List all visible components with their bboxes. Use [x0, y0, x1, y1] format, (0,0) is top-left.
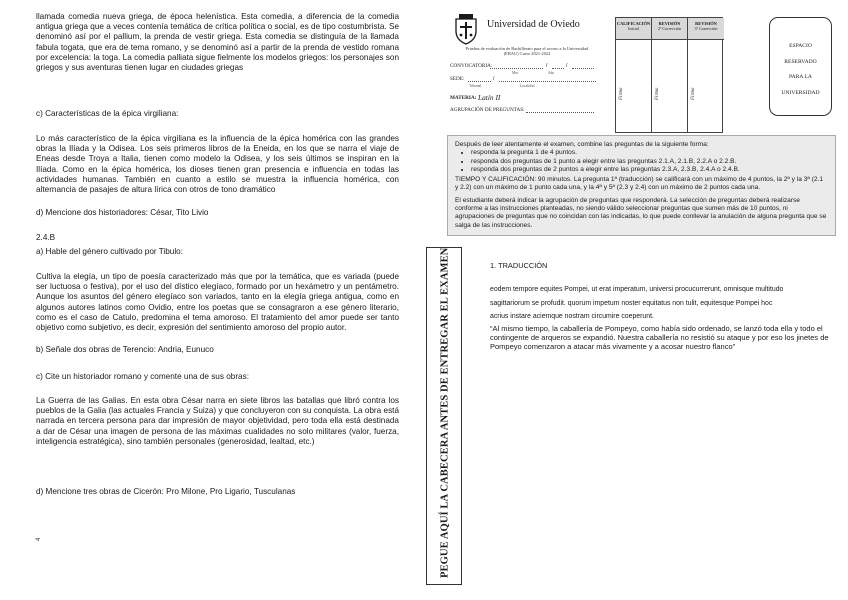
materia-value: Latín II — [478, 93, 501, 102]
paste-header-strip — [426, 247, 462, 585]
latin-line-2: sagittariorum se profudit. quorum impetum noster equitatus non tulit, equitesque Pompei hoc — [490, 300, 773, 307]
firma-label: Firma — [655, 87, 660, 100]
latin-line-3: acrius instare aciemque nostram circumire coeperunt. — [490, 313, 654, 320]
convocatoria-day-field[interactable] — [490, 68, 543, 69]
question-d-ciceron: d) Mencione tres obras de Cicerón: Pro Milone, Pro Ligario, Tusculanas — [36, 487, 296, 496]
university-name: Universidad de Oviedo — [487, 19, 580, 30]
grade-column-review-3[interactable]: REVISIÓN 3ª Corrección Firma — [688, 18, 724, 132]
conv-sub-mes: Mes — [512, 71, 519, 75]
instruction-item: • responda dos preguntas de 1 punto a elegir entre las preguntas 2.1.A, 2.1.B, 2.2.A o 2.2.B. — [471, 158, 828, 166]
footer-mark: 4 — [36, 537, 42, 541]
instructions-time: TIEMPO Y CALIFICACIÓN: 90 minutos. La pregunta 1ª (traducción) se calificará con un máximo de 4 puntos, la 2ª y la 3ª (2.1 y 2.2) con un máximo de 1 punto cada una, y la 4ª y 5ª (2.3 y 2.4) con un máximo de 2 puntos cada una. — [455, 176, 824, 192]
sede-sub-tribunal: Tribunal — [469, 84, 482, 88]
reserved-line-1: ESPACIO — [789, 43, 812, 49]
exam-name-line1: Pruebas de evaluación de Bachillerato para el acceso a la Universidad — [465, 46, 589, 51]
answer-a-elegia: Cultiva la elegía, un tipo de poesía caracterizado más que por la temática, que es variada (puede ser luctuosa o festiva), por el uso del dístico elegíaco, formado por un hexámetro y un pentámetro. Aunque los asuntos del género elegíaco son variados, tanto en la elegía griega antigua, como en algunos autores latinos como Ovidio, entre los poetas que se consagraron a ese género literario, como es el caso de Catulo, predomina el tema amoroso. El tratamiento del amor puede ser tanto objetivo como subjetivo, es decir, expresión del sentimiento amoroso del propio autor. — [36, 272, 399, 333]
reserved-line-2: RESERVADO — [784, 58, 817, 65]
instructions-intro: Después de leer atentamente el examen, combine las preguntas de la siguiente forma: — [455, 141, 709, 148]
convocatoria-label: CONVOCATORIA: — [450, 63, 493, 69]
convocatoria-year-field[interactable] — [572, 68, 594, 69]
instructions-list — [471, 149, 828, 174]
reserved-line-4: UNIVERSIDAD — [781, 89, 820, 96]
question-d-historiadores: d) Mencione dos historiadores: César, Tito Livio — [36, 208, 209, 217]
agrupacion-label: AGRUPACIÓN DE PREGUNTAS: — [450, 107, 525, 113]
sede-sub-localidad: Localidad — [520, 84, 535, 88]
sede-localidad-field[interactable] — [499, 81, 596, 82]
grade-column-review-2[interactable]: REVISIÓN 2ª Corrección Firma — [652, 18, 688, 132]
sede-tribunal-field[interactable] — [468, 81, 491, 82]
grading-table — [615, 17, 723, 133]
instruction-item: • responda la pregunta 1 de 4 puntos. — [471, 149, 828, 157]
section-number: 2.4.B — [36, 233, 56, 242]
reserved-box — [769, 17, 832, 116]
answer-c-epica: Lo más característico de la épica virgiliana es la influencia de la épica homérica con las grandes obras la Ilíada y la Odisea. Los seis primeros libros de la Eneida, en los que se narra el viaje de Eneas desde Troya a Italia, tienen como modelo la Odisea, y los seis últimos se inspiran en la Ilíada. Como en la épica homérica, los dioses tienen gran presencia e influencia en todas las actividades humanas. También en cuanto a estilo se muestra la influencia homérica, con alternancia de pasajes de altura lírica con otros de tono dramático — [36, 134, 399, 195]
translation-quote: “Al mismo tiempo, la caballería de Pompeyo, como había sido ordenado, se lanzó toda ella y todo el contingente de arqueros se expandió. Nuestra caballería no resistió su ataque y por eso los jinetes de Pompeyo comenzaron a atacar más vivamente y a acosar nuestro flanco” — [490, 324, 829, 351]
firma-label: Firma — [691, 87, 696, 100]
conv-sub-ano: Año — [548, 71, 555, 75]
paragraph-comedia: llamada comedia nueva griega, de época helenística. Esta comedia, a diferencia de la comedia antigua griega que a veces contenía temática de crítica política o social, es de tipo costumbrista. Se denominó así por el pallium, la prenda de vestir griega. Esta comedia se distinguía de la llamada fabula togata, que era de tema romano, y se denominó así a partir de la prenda de vestido romana por excelencia: la toga. La comedia palliata sigue fielmente los modelos griegos: los personajes son griegos y sus aventuras tienen lugar en ciudades griegas — [36, 12, 399, 73]
question-c-heading: c) Características de la épica virgiliana: — [36, 109, 179, 118]
reserved-line-3: PARA LA — [789, 74, 812, 80]
question-a-tibulo: a) Hable del género cultivado por Tibulo: — [36, 247, 184, 256]
firma-label: Firma — [619, 87, 624, 100]
question-b-terencio: b) Señale dos obras de Terencio: Andria, Eunuco — [36, 345, 214, 354]
agrupacion-field[interactable] — [526, 112, 594, 113]
convocatoria-month-field[interactable] — [552, 68, 564, 69]
answer-c-guerra-galias: La Guerra de las Galias. En esta obra César narra en siete libros las batallas que libró contra los pueblos de la Galia (las actuales Francia y Suiza) y que concluyeron con su conquista. La obra está narrada en tercera persona para dar impresión de mayor objetividad, pero toda ella está destinada a dar de César una imagen de persona de las máximas cualidades no solo militares (valor, fuerza, inteligencia estratégica), sino también personales (generosidad, lealtad, etc.) — [36, 396, 399, 446]
grade-column-initial[interactable]: CALIFICACIÓN Inicial Firma — [616, 18, 652, 132]
sede-label: SEDE: — [450, 76, 465, 82]
exam-name-line2: (EBAU) Curso 2021-2022 — [503, 51, 551, 56]
instructions-note: El estudiante deberá indicar la agrupación de preguntas que responderá. La selección de preguntas deberá realizarse conforme a las instrucciones planteadas, no siendo válido seleccionar preguntas que sumen más de 10 puntos, ni agrupaciones de preguntas que no coincidan con las indicadas, lo que puede conllevar la anulación de alguna pregunta que se salga de las instrucciones. — [455, 196, 827, 229]
university-crest-logo — [453, 13, 479, 45]
translation-heading: 1. TRADUCCIÓN — [490, 261, 548, 270]
instruction-item: • responda dos preguntas de 2 puntos a elegir entre las preguntas 2.3.A, 2.3.B, 2.4.A o 2.4.B. — [471, 166, 828, 174]
latin-line-1: eodem tempore equites Pompei, ut erat imperatum, universi procucurrerunt, omnisque multitudo — [490, 286, 784, 293]
paste-header-text: PEGUE AQUÍ LA CABECERA ANTES DE ENTREGAR EL EXAMEN — [439, 247, 451, 578]
materia-label: MATERIA: — [450, 95, 477, 101]
question-c-historiador: c) Cite un historiador romano y comente una de sus obras: — [36, 372, 249, 381]
instructions-box — [447, 135, 836, 236]
